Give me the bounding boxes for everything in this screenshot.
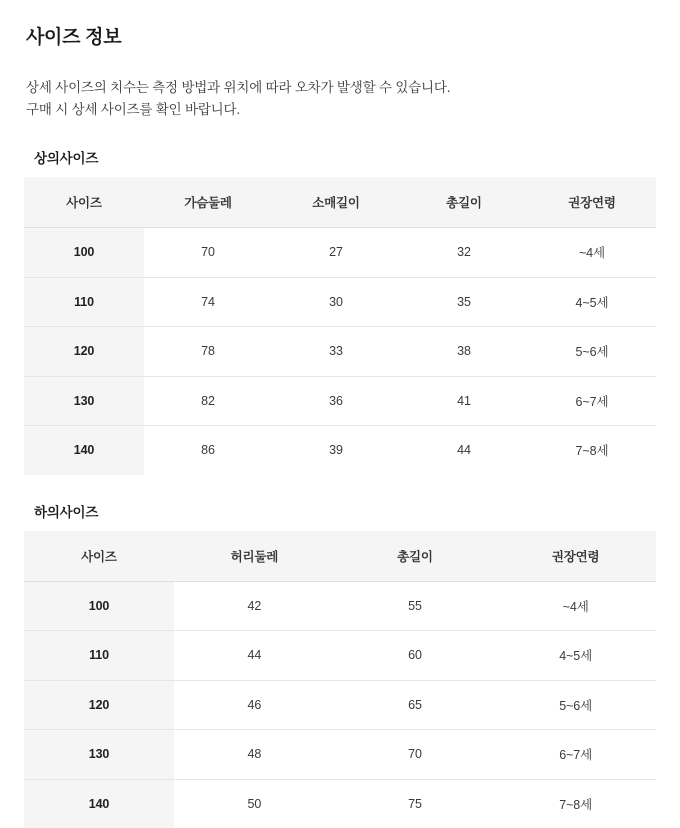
table-row (24, 277, 656, 327)
table-cell: 7~8세 (528, 426, 656, 475)
notice-line-2: 구매 시 상세 사이즈를 확인 바랍니다. (26, 99, 656, 121)
table-cell: 46 (174, 680, 335, 730)
table-cell: 36 (272, 376, 400, 426)
table-cell: 60 (335, 631, 496, 681)
row-header-cell: 130 (24, 730, 174, 780)
table-cell: 74 (144, 277, 272, 327)
row-header-cell: 100 (24, 581, 174, 631)
table-cell: 39 (272, 426, 400, 475)
table-cell: 35 (400, 277, 528, 327)
row-header-cell: 140 (24, 779, 174, 828)
table-header-row (24, 177, 656, 228)
table-row (24, 779, 656, 828)
table-cell: 70 (335, 730, 496, 780)
table-cell: 4~5세 (495, 631, 656, 681)
table-row (24, 426, 656, 475)
table-cell: 4~5세 (528, 277, 656, 327)
top-size-table (24, 177, 656, 475)
table-cell: 44 (400, 426, 528, 475)
table-cell: 42 (174, 581, 335, 631)
table-cell: 6~7세 (495, 730, 656, 780)
column-header: 권장연령 (528, 177, 656, 228)
column-header: 가슴둘레 (144, 177, 272, 228)
column-header: 사이즈 (24, 531, 174, 582)
section-bottom-size (24, 501, 656, 828)
table-row (24, 228, 656, 278)
top-size-table-wrap (24, 177, 656, 475)
row-header-cell: 130 (24, 376, 144, 426)
bottom-size-table (24, 531, 656, 828)
notice-line-1: 상세 사이즈의 치수는 측정 방법과 위치에 따라 오차가 발생할 수 있습니다. (26, 77, 656, 99)
table-cell: 30 (272, 277, 400, 327)
table-cell: 78 (144, 327, 272, 377)
table-cell: 44 (174, 631, 335, 681)
table-cell: 32 (400, 228, 528, 278)
column-header: 소매길이 (272, 177, 400, 228)
table-cell: 82 (144, 376, 272, 426)
table-cell: 5~6세 (495, 680, 656, 730)
column-header: 총길이 (335, 531, 496, 582)
table-cell: 33 (272, 327, 400, 377)
table-cell: 6~7세 (528, 376, 656, 426)
table-cell: 7~8세 (495, 779, 656, 828)
table-cell: 48 (174, 730, 335, 780)
table-cell: 50 (174, 779, 335, 828)
column-header: 사이즈 (24, 177, 144, 228)
bottom-size-table-head (24, 531, 656, 582)
table-cell: 41 (400, 376, 528, 426)
table-row (24, 730, 656, 780)
table-cell: 38 (400, 327, 528, 377)
row-header-cell: 120 (24, 327, 144, 377)
column-header: 총길이 (400, 177, 528, 228)
section-top-size (24, 147, 656, 475)
table-cell: ~4세 (495, 581, 656, 631)
table-cell: 86 (144, 426, 272, 475)
top-size-table-head (24, 177, 656, 228)
row-header-cell: 140 (24, 426, 144, 475)
bottom-size-table-wrap (24, 531, 656, 828)
table-row (24, 327, 656, 377)
table-cell: 75 (335, 779, 496, 828)
table-cell: 5~6세 (528, 327, 656, 377)
page-title: 사이즈 정보 (26, 22, 656, 49)
table-cell: 70 (144, 228, 272, 278)
table-row (24, 631, 656, 681)
column-header: 허리둘레 (174, 531, 335, 582)
row-header-cell: 120 (24, 680, 174, 730)
table-cell: 55 (335, 581, 496, 631)
notice-block (26, 77, 656, 121)
table-cell: 65 (335, 680, 496, 730)
bottom-size-table-body (24, 581, 656, 828)
section-title-bottom: 하의사이즈 (34, 501, 656, 521)
row-header-cell: 110 (24, 631, 174, 681)
row-header-cell: 110 (24, 277, 144, 327)
column-header: 권장연령 (495, 531, 656, 582)
table-row (24, 680, 656, 730)
row-header-cell: 100 (24, 228, 144, 278)
top-size-table-body (24, 228, 656, 475)
table-cell: ~4세 (528, 228, 656, 278)
table-row (24, 581, 656, 631)
table-header-row (24, 531, 656, 582)
table-row (24, 376, 656, 426)
section-title-top: 상의사이즈 (34, 147, 656, 167)
table-cell: 27 (272, 228, 400, 278)
